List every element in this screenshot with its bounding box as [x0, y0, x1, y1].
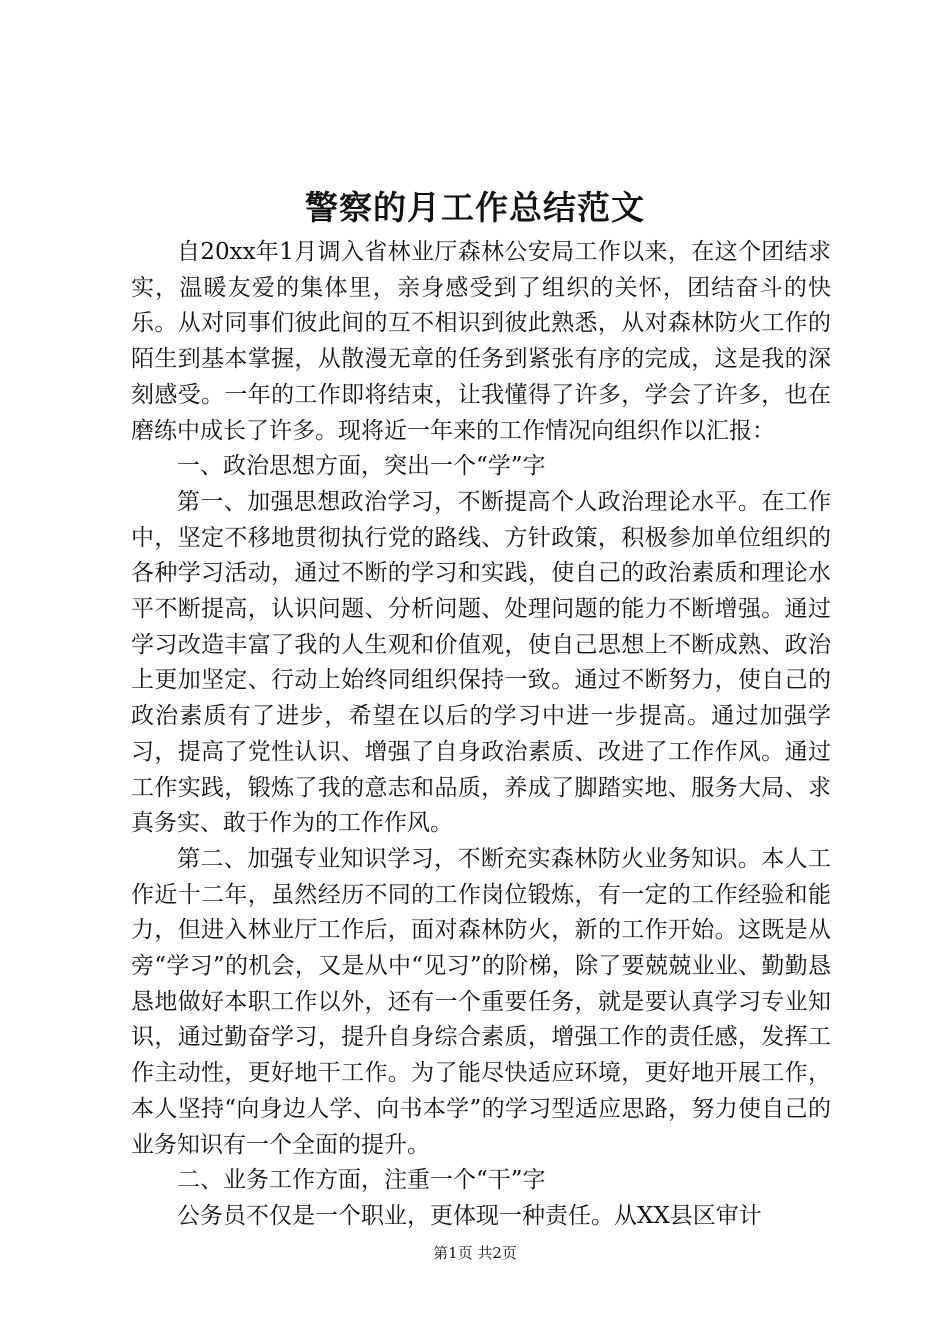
section-heading-politics: 一、政治思想方面，突出一个“学”字 [177, 453, 546, 480]
page-number-footer: 第1页 共2页 [433, 1244, 517, 1262]
paragraph-political-study: 第一、加强思想政治学习，不断提高个人政治理论水平。在工作中，坚定不移地贯彻执行党的路线、方针政策，积极参加单位组织的各种学习活动，通过不断的学习和实践，使自己的政治素质和理论水平不断提高，认识问题、分析问题、处理问题的能力不断增强。通过学习改造丰富了我的人生观和价值观，使自己思想上不断成熟、政治上更加坚定、行动上始终同组织保持一致。通过不断努力，使自己的政治素质有了进步，希望在以后的学习中进一步提高。通过加强学习，提高了党性认识、增强了自身政治素质、改进了工作作风。通过工作实践，锻炼了我的意志和品质，养成了脚踏实地、服务大局、求真务实、敢于作为的工作作风。 [131, 488, 831, 837]
document-body [131, 235, 831, 1235]
document-title: 警察的月工作总结范文 [305, 188, 645, 227]
paragraph-professional-study: 第二、加强专业知识学习，不断充实森林防火业务知识。本人工作近十二年，虽然经历不同的工作岗位锻炼，有一定的工作经验和能力，但进入林业厅工作后，面对森林防火，新的工作开始。这既是从旁“学习”的机会，又是从中“见习”的阶梯，除了要兢兢业业、勤勤恳恳地做好本职工作以外，还有一个重要任务，就是要认真学习专业知识，通过勤奋学习，提升自身综合素质，增强工作的责任感，发挥工作主动性，更好地干工作。为了能尽快适应环境，更好地开展工作，本人坚持“向身边人学、向书本学”的学习型适应思路，努力使自己的业务知识有一个全面的提升。 [131, 845, 831, 1158]
section-heading-work: 二、业务工作方面，注重一个“干”字 [177, 1167, 546, 1194]
paragraph-civil-servant: 公务员不仅是一个职业，更体现一种责任。从XX县区审计 [177, 1202, 762, 1229]
paragraph-intro: 自20xx年1月调入省林业厅森林公安局工作以来，在这个团结求实，温暖友爱的集体里，亲身感受到了组织的关怀，团结奋斗的快乐。从对同事们彼此间的互不相识到彼此熟悉，从对森林防火工作的陌生到基本掌握，从散漫无章的任务到紧张有序的完成，这是我的深刻感受。一年的工作即将结束，让我懂得了许多，学会了许多，也在磨练中成长了许多。现将近一年来的工作情况向组织作以汇报： [131, 239, 831, 444]
